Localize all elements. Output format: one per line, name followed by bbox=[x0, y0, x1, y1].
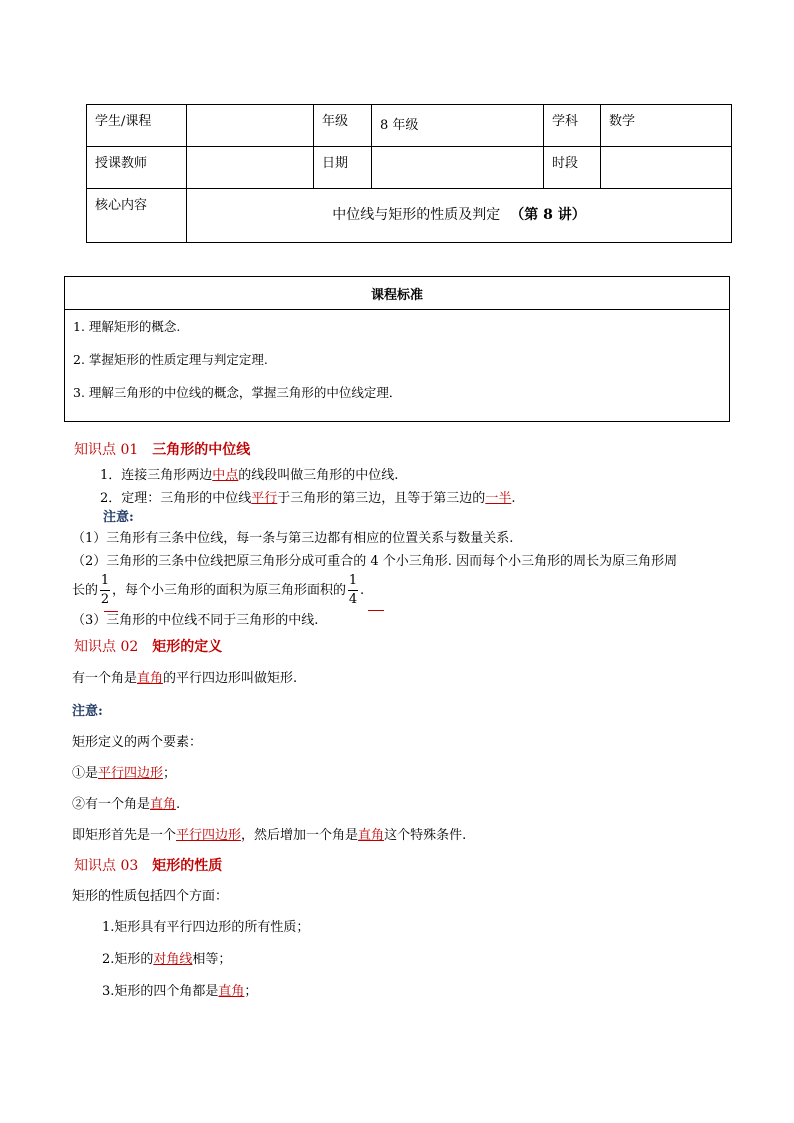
text: 3.矩形的四个角都是 bbox=[102, 984, 219, 999]
kp3-number: 知识点 03 bbox=[74, 858, 139, 874]
core-content-label: 核心内容 bbox=[87, 189, 187, 243]
term-right-angle: 直角 bbox=[150, 797, 177, 812]
term-right-angle: 直角 bbox=[218, 984, 245, 999]
kp2-title: 矩形的定义 bbox=[152, 639, 223, 655]
term-right-angle: 直角 bbox=[137, 671, 164, 686]
text: ②有一个角是 bbox=[72, 797, 151, 812]
standard-item: 1. 理解矩形的概念. bbox=[73, 319, 181, 334]
text: 2．定理：三角形的中位线 bbox=[100, 491, 252, 506]
student-value bbox=[187, 105, 314, 147]
kp1-note-3: （3）三角形的中位线不同于三角形的中线. bbox=[72, 613, 319, 628]
text: . bbox=[360, 583, 365, 598]
text: 长的 bbox=[72, 583, 99, 598]
frac-bar bbox=[100, 590, 110, 591]
kp2-summary bbox=[72, 826, 466, 846]
kp1-title: 三角形的中位线 bbox=[152, 442, 251, 458]
teacher-value bbox=[187, 147, 314, 189]
kp1-note-2a: （2）三角形的三条中位线把原三角形分成可重合的 4 个小三角形. 因而每个小三角形的周长为原三角形周 bbox=[72, 554, 678, 569]
underline-mark bbox=[368, 610, 384, 611]
kp1-line1 bbox=[100, 466, 398, 486]
grade-value bbox=[372, 105, 544, 147]
frac-numerator: 1 bbox=[348, 573, 358, 588]
kp2-heading bbox=[74, 637, 222, 657]
kp1-note-label: 注意: bbox=[103, 510, 134, 525]
kp3-intro: 矩形的性质包括四个方面： bbox=[72, 889, 229, 904]
text: 有一个角是 bbox=[72, 671, 138, 686]
period-value bbox=[601, 147, 732, 189]
text: ，然后增加一个角是 bbox=[241, 828, 359, 843]
kp1-number: 知识点 01 bbox=[74, 442, 139, 458]
text: ； bbox=[244, 984, 258, 999]
term-right-angle: 直角 bbox=[358, 828, 385, 843]
text: . bbox=[176, 797, 181, 812]
grade-value-text: 8 年级 bbox=[380, 118, 419, 133]
kp2-elements-intro: 矩形定义的两个要素： bbox=[72, 735, 203, 750]
term-diagonal: 对角线 bbox=[153, 952, 193, 967]
kp3-title: 矩形的性质 bbox=[152, 858, 223, 874]
course-standards-table bbox=[64, 276, 730, 422]
standard-item: 3. 理解三角形的中位线的概念，掌握三角形的中位线定理． bbox=[73, 385, 402, 400]
subject-label: 学科 bbox=[544, 105, 601, 147]
text: ，每个小三角形的面积为原三角形面积的 bbox=[112, 583, 347, 598]
kp1-note-2b bbox=[72, 571, 364, 611]
term-parallelogram: 平行四边形 bbox=[98, 766, 164, 781]
kp3-heading bbox=[74, 856, 222, 876]
term-half: 一半 bbox=[485, 491, 512, 506]
fraction-one-quarter bbox=[348, 573, 358, 608]
term-parallel: 平行 bbox=[251, 491, 278, 506]
fraction-one-half bbox=[100, 573, 110, 608]
term-midpoint: 中点 bbox=[212, 468, 239, 483]
kp2-definition bbox=[72, 669, 297, 689]
kp2-element-2 bbox=[72, 795, 180, 815]
topic-title: 中位线与矩形的性质及判定 bbox=[332, 207, 501, 223]
grade-label: 年级 bbox=[314, 105, 372, 147]
standard-item: 2. 掌握矩形的性质定理与判定定理. bbox=[73, 352, 268, 367]
period-label: 时段 bbox=[544, 147, 601, 189]
text: 1．连接三角形两边 bbox=[100, 468, 213, 483]
text: 2.矩形的 bbox=[102, 952, 154, 967]
kp1-heading bbox=[74, 440, 250, 460]
kp2-number: 知识点 02 bbox=[74, 639, 139, 655]
text: 即矩形首先是一个 bbox=[72, 828, 177, 843]
text: 于三角形的第三边，且等于第三边的 bbox=[277, 491, 486, 506]
core-content-topic bbox=[187, 189, 732, 243]
term-parallelogram: 平行四边形 bbox=[176, 828, 242, 843]
kp3-property-2 bbox=[102, 950, 231, 970]
kp1-line2 bbox=[100, 489, 515, 509]
student-label: 学生/课程 bbox=[87, 105, 187, 147]
date-label: 日期 bbox=[314, 147, 372, 189]
kp3-property-3 bbox=[102, 982, 257, 1002]
text: ①是 bbox=[72, 766, 99, 781]
text: 的线段叫做三角形的中位线. bbox=[238, 468, 399, 483]
kp2-note-label: 注意: bbox=[72, 704, 103, 719]
subject-value: 数学 bbox=[601, 105, 732, 147]
text: 的平行四边形叫做矩形. bbox=[163, 671, 298, 686]
text: . bbox=[511, 491, 516, 506]
frac-denominator: 2 bbox=[100, 592, 110, 607]
standards-body bbox=[65, 310, 730, 422]
teacher-label: 授课教师 bbox=[87, 147, 187, 189]
frac-bar bbox=[348, 590, 358, 591]
topic-lecture-number: （第 8 讲） bbox=[510, 207, 586, 223]
kp2-element-1 bbox=[72, 764, 176, 784]
text: 相等； bbox=[192, 952, 232, 967]
date-value bbox=[372, 147, 544, 189]
frac-denominator: 4 bbox=[348, 592, 358, 607]
frac-numerator: 1 bbox=[100, 573, 110, 588]
kp1-note-1: （1）三角形有三条中位线，每一条与第三边都有相应的位置关系与数量关系. bbox=[72, 531, 514, 546]
text: ； bbox=[163, 766, 177, 781]
kp3-property-1: 1.矩形具有平行四边形的所有性质； bbox=[102, 920, 310, 935]
lesson-info-table bbox=[86, 104, 732, 243]
text: 这个特殊条件. bbox=[384, 828, 467, 843]
standards-title: 课程标准 bbox=[65, 277, 730, 310]
